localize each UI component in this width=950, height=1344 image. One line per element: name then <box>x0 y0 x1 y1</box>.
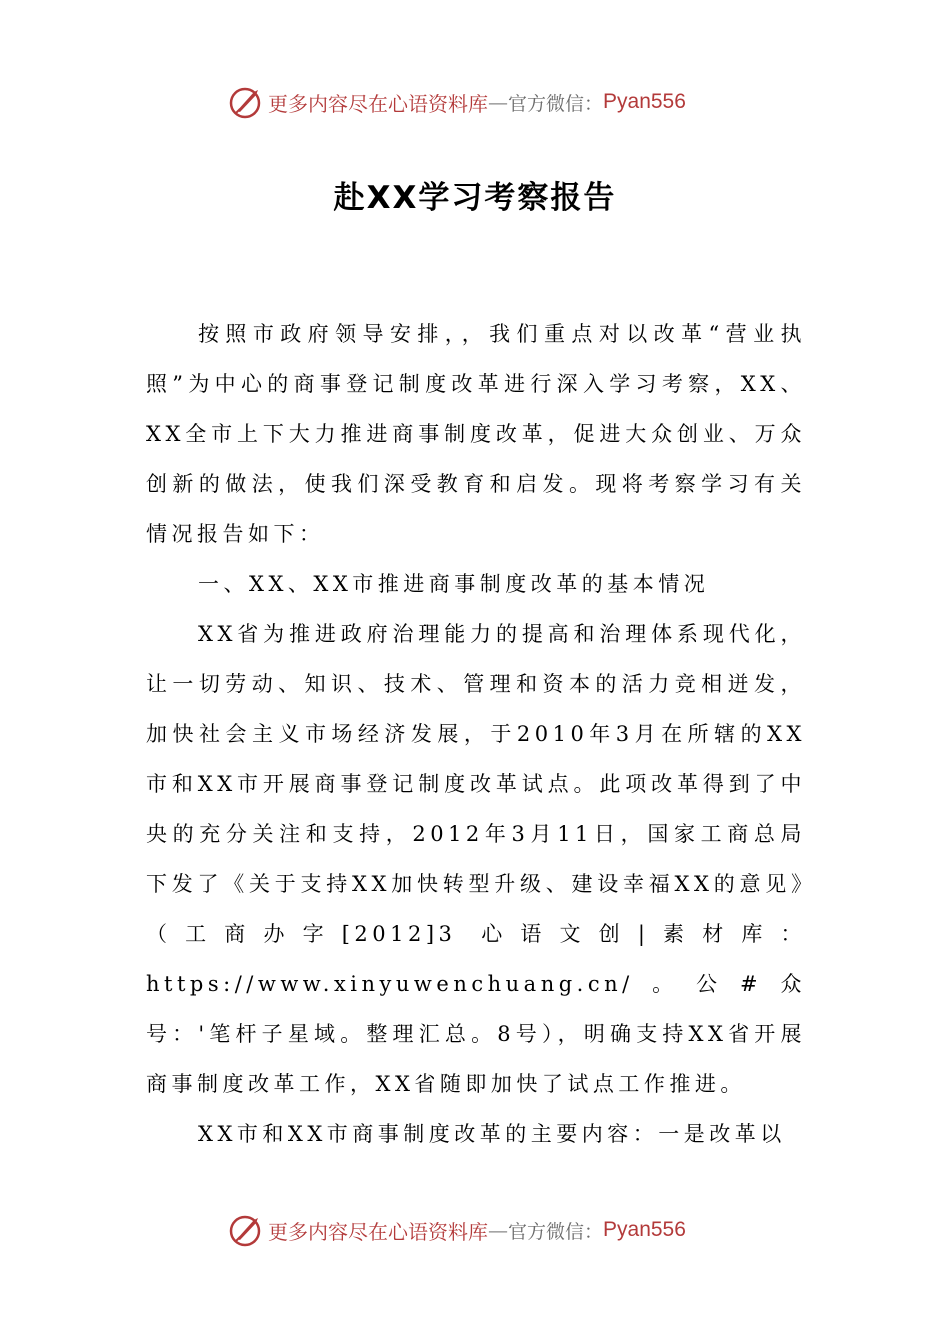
watermark-label: 官方微信： <box>508 92 604 115</box>
watermark-dash: — <box>488 1218 508 1242</box>
watermark-wechat-id: Pyan556 <box>603 1218 686 1241</box>
section-heading-1: 一、XX、XX市推进商事制度改革的基本情况 <box>198 572 710 596</box>
watermark-wechat-id: Pyan556 <box>603 90 686 113</box>
paragraph-background: XX省为推进政府治理能力的提高和治理体系现代化，让一切劳动、知识、技术、管理和资本的活力竞相迸发，加快社会主义市场经济发展，于2010年3月在所辖的XX市和XX市开展商事登记制度改革试点。此项改革得到了中央的充分关注和支持，2012年3月11日，国家工商总局下发了《关于支持XX加快转型升级、建设幸福XX的意见》（工商办字[2012]3 心语文创|素材库：https://www.xinyuwenchuang.cn/。公#众号：'笔杆子星域。整理汇总。8号），明确支持XX省开展商事制度改革工作，XX省随即加快了试点工作推进。 <box>146 622 806 1096</box>
paragraph-main-content: XX市和XX市商事制度改革的主要内容：一是改革以 <box>198 1122 786 1146</box>
quill-pen-circle-icon <box>228 84 264 120</box>
watermark-dash: — <box>488 90 508 114</box>
watermark-label: 官方微信： <box>508 1220 604 1243</box>
watermark-header <box>0 82 950 122</box>
quill-pen-circle-icon <box>228 1212 264 1248</box>
watermark-prefix: 更多内容尽在心语资料库 <box>268 91 488 116</box>
watermark-prefix: 更多内容尽在心语资料库 <box>268 1219 488 1244</box>
document-body <box>146 309 806 1159</box>
paragraph-intro: 按照市政府领导安排，，我们重点对以改革“营业执照”为中心的商事登记制度改革进行深入学习考察，XX、XX全市上下大力推进商事制度改革，促进大众创业、万众创新的做法，使我们深受教育和启发。现将考察学习有关情况报告如下： <box>146 322 806 546</box>
watermark-footer <box>0 1210 950 1250</box>
document-title: 赴XX学习考察报告 <box>333 180 617 216</box>
